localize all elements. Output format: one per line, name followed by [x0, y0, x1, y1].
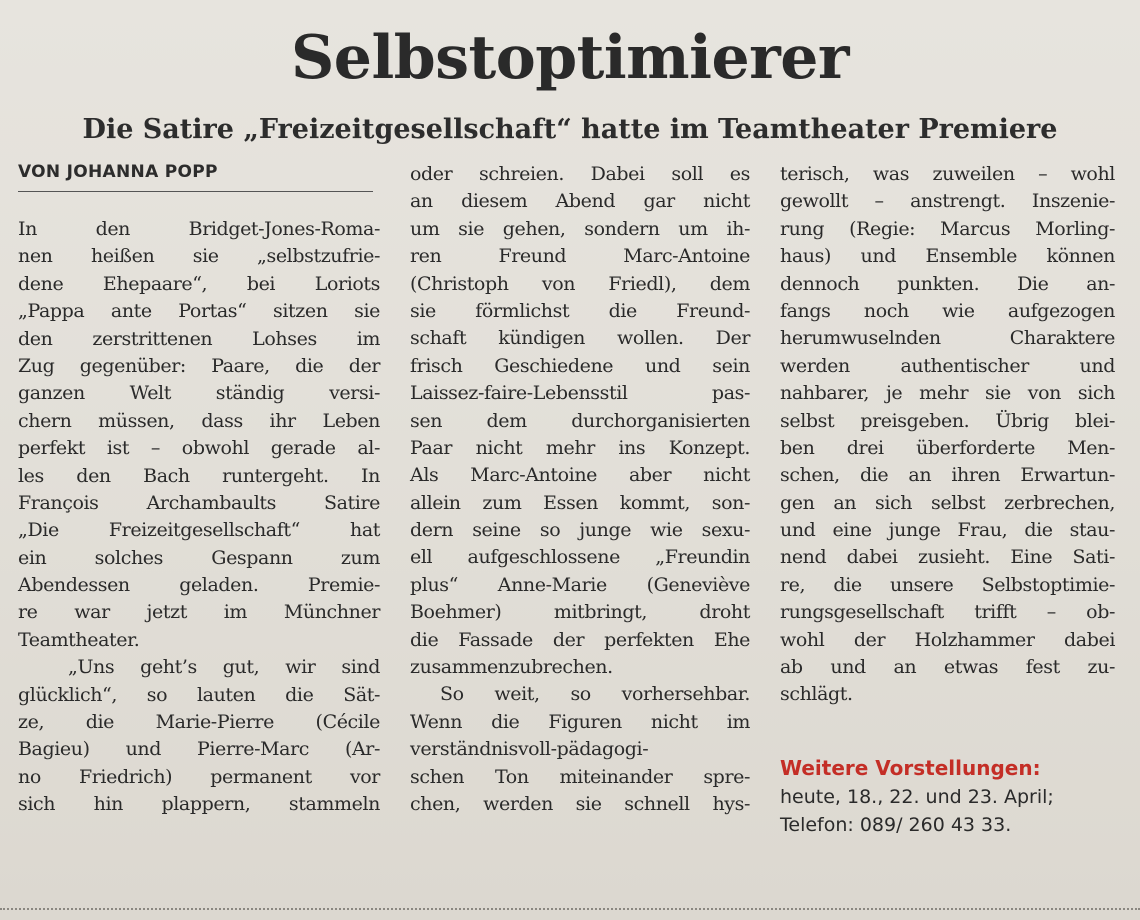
text-line: sen dem durchorganisierten — [410, 409, 750, 432]
text-line: selbst preisgeben. Übrig blei- — [780, 409, 1115, 432]
text-line: verständnisvoll-pädagogi- — [410, 738, 649, 761]
column-1 — [18, 216, 380, 819]
text-line: (Christoph von Friedl), dem — [410, 272, 750, 295]
text-line: Wenn die Figuren nicht im — [410, 710, 750, 733]
text-line: „Uns geht’s gut, wir sind — [68, 656, 380, 679]
text-line: Paar nicht mehr ins Konzept. — [410, 436, 750, 459]
info-dates: heute, 18., 22. und 23. April; — [780, 786, 1054, 808]
text-line: chen, werden sie schnell hys- — [410, 792, 750, 815]
text-line: „Pappa ante Portas“ sitzen sie — [18, 300, 380, 323]
text-line: „Die Freizeitgesellschaft“ hat — [18, 519, 380, 542]
text-line: In den Bridget-Jones-Roma- — [18, 218, 380, 240]
text-line: ze, die Marie-Pierre (Cécile — [18, 711, 380, 734]
text-line: ren Freund Marc-Antoine — [410, 245, 750, 268]
text-line: die Fassade der perfekten Ehe — [410, 628, 750, 651]
text-line: Boehmer) mitbringt, droht — [410, 601, 750, 624]
text-line: So weit, so vorhersehbar. — [440, 683, 750, 706]
text-line: frisch Geschiedene und sein — [410, 354, 750, 377]
text-line: werden authentischer und — [780, 354, 1115, 377]
text-line: re, die unsere Selbstoptimie- — [780, 573, 1115, 596]
text-line: zusammenzubrechen. — [410, 656, 613, 679]
info-phone: Telefon: 089/ 260 43 33. — [780, 814, 1012, 836]
text-line: Teamtheater. — [18, 628, 140, 651]
headline: Selbstoptimierer — [290, 23, 850, 93]
text-line: nend dabei zusieht. Eine Sati- — [780, 546, 1115, 569]
text-line: ben drei überforderte Men- — [780, 436, 1115, 459]
text-line: schen, die an ihren Erwartun- — [780, 464, 1115, 487]
text-line: chern müssen, dass ihr Leben — [18, 409, 380, 432]
page-bottom-rule — [0, 908, 1140, 912]
column-2 — [410, 161, 750, 818]
text-line: schen Ton miteinander spre- — [410, 765, 750, 788]
byline-rule — [18, 191, 373, 192]
text-line: les den Bach runtergeht. In — [18, 464, 380, 487]
text-line: gen an sich selbst zerbrechen, — [780, 491, 1115, 514]
subheadline: Die Satire „Freizeitgesellschaft“ hatte im Teamtheater Premiere — [82, 114, 1058, 145]
info-box — [780, 783, 1125, 839]
text-line: den zerstrittenen Lohses im — [18, 327, 380, 350]
info-heading: Weitere Vorstellungen: — [780, 756, 1041, 780]
text-line: schlägt. — [780, 683, 853, 706]
column-3 — [780, 161, 1115, 709]
text-line: sich hin plappern, stammeln — [18, 793, 380, 816]
text-line: dennoch punkten. Die an- — [780, 272, 1115, 295]
text-line: fangs noch wie aufgezogen — [780, 299, 1115, 322]
text-line: an diesem Abend gar nicht — [410, 190, 750, 213]
text-line: gewollt – anstrengt. Inszenie- — [780, 190, 1115, 213]
text-line: oder schreien. Dabei soll es — [410, 163, 750, 185]
text-line: rungsgesellschaft trifft – ob- — [780, 601, 1115, 624]
text-line: schaft kündigen wollen. Der — [410, 327, 750, 350]
text-line: ein solches Gespann zum — [18, 546, 380, 569]
text-line: nen heißen sie „selbstzufrie- — [18, 245, 380, 268]
text-line: ell aufgeschlossene „Freundin — [410, 546, 750, 569]
text-line: ab und an etwas fest zu- — [780, 656, 1115, 679]
text-line: glücklich“, so lauten die Sät- — [18, 683, 380, 706]
text-line: und eine junge Frau, die stau- — [780, 519, 1115, 542]
text-line: dene Ehepaare“, bei Loriots — [18, 272, 380, 295]
byline: VON JOHANNA POPP — [18, 162, 218, 182]
text-line: dern seine so junge wie sexu- — [410, 519, 750, 542]
text-line: sie förmlichst die Freund- — [410, 299, 750, 322]
text-line: no Friedrich) permanent vor — [18, 765, 380, 788]
text-line: herumwuselnden Charaktere — [780, 327, 1115, 350]
text-line: allein zum Essen kommt, son- — [410, 491, 750, 514]
text-line: Zug gegenüber: Paare, die der — [18, 354, 380, 377]
text-line: ganzen Welt ständig versi- — [18, 382, 380, 405]
text-line: rung (Regie: Marcus Morling- — [780, 217, 1115, 240]
text-line: terisch, was zuweilen – wohl — [780, 163, 1115, 185]
text-line: um sie gehen, sondern um ih- — [410, 217, 750, 240]
text-line: plus“ Anne-Marie (Geneviève — [410, 573, 750, 596]
text-line: haus) und Ensemble können — [780, 245, 1115, 268]
text-line: Bagieu) und Pierre-Marc (Ar- — [18, 738, 380, 761]
text-line: nahbarer, je mehr sie von sich — [780, 382, 1115, 405]
text-line: re war jetzt im Münchner — [18, 601, 380, 624]
text-line: François Archambaults Satire — [18, 491, 380, 514]
text-line: Als Marc-Antoine aber nicht — [410, 464, 750, 487]
text-line: wohl der Holzhammer dabei — [780, 628, 1115, 651]
text-line: Abendessen geladen. Premie- — [18, 574, 380, 597]
text-line: Laissez-faire-Lebensstil pas- — [410, 382, 750, 405]
text-line: perfekt ist – obwohl gerade al- — [18, 437, 380, 460]
